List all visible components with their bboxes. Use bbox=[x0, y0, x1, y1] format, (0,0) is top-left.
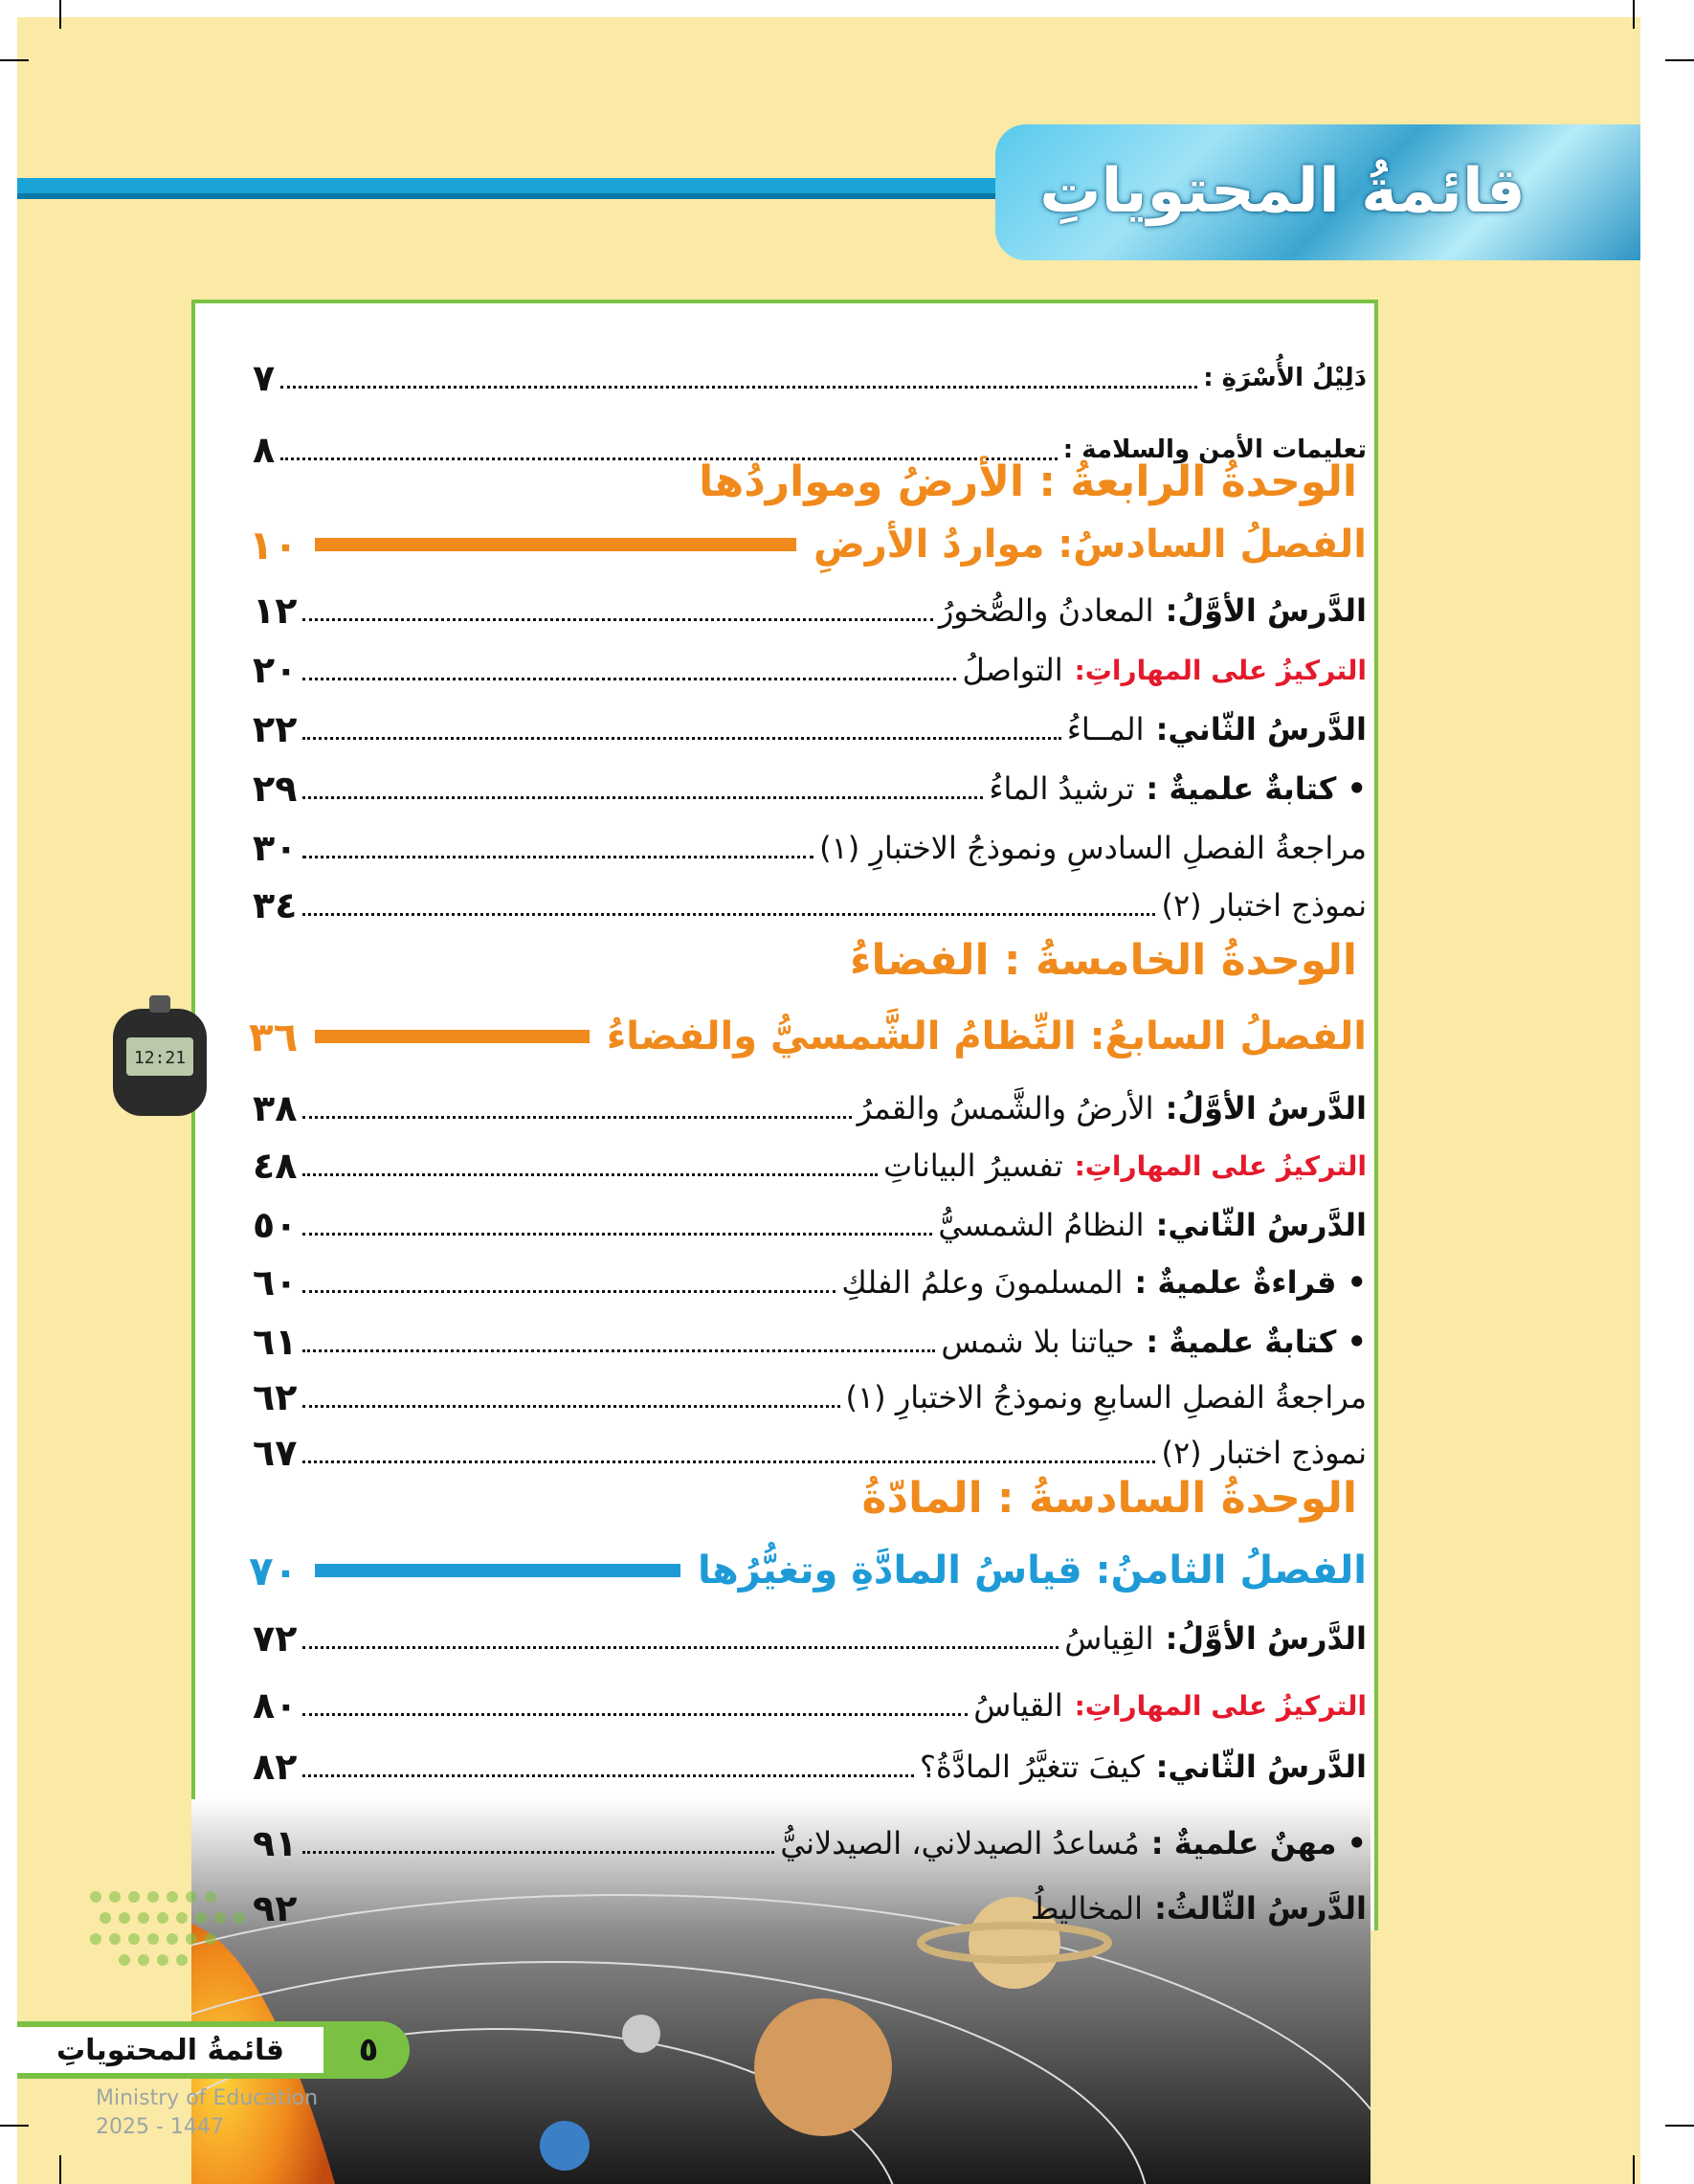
page-number: ٦٧ bbox=[253, 1432, 298, 1474]
leader-dots bbox=[302, 1112, 851, 1119]
toc-row[interactable] bbox=[249, 762, 1367, 815]
leader-dots bbox=[302, 733, 1060, 740]
leader-dots bbox=[302, 1346, 935, 1352]
crop-mark bbox=[1633, 2155, 1635, 2184]
toc-row[interactable] bbox=[249, 1679, 1367, 1732]
page-number: ٦٠ bbox=[253, 1261, 298, 1304]
toc-label: الدَّرسُ الأوَّلُ: bbox=[1165, 1620, 1367, 1657]
leader-dots bbox=[302, 1771, 914, 1777]
toc-label: الدَّرسُ الأوَّلُ: bbox=[1165, 592, 1367, 629]
toc-text: المعادنُ والصُّخورُ bbox=[938, 592, 1154, 629]
toc-label: • قراءةٌ علميةٌ : bbox=[1134, 1264, 1367, 1301]
toc-row[interactable] bbox=[249, 1612, 1367, 1665]
page-number: ٢٢ bbox=[253, 708, 298, 750]
toc-row[interactable] bbox=[249, 1256, 1367, 1309]
crop-mark bbox=[1665, 59, 1694, 61]
footer-page-number: ٥ bbox=[358, 2031, 379, 2069]
toc-text: المــاءُ bbox=[1066, 711, 1145, 747]
leader-dots bbox=[302, 1286, 836, 1293]
watermark-year: 2025 - 1447 bbox=[96, 2115, 224, 2139]
header-stripe-dark bbox=[17, 193, 1051, 199]
page-number: ٣٠ bbox=[253, 827, 298, 869]
toc-row[interactable] bbox=[249, 879, 1367, 932]
chapter-bar bbox=[315, 538, 796, 551]
toc-text: مراجعةُ الفصلِ السادسِ ونموذجُ الاختبارِ (١) bbox=[819, 830, 1367, 866]
chapter-page-number: ١٠ bbox=[249, 521, 299, 568]
toc-row[interactable] bbox=[249, 643, 1367, 697]
toc-text: مراجعةُ الفصلِ السابعِ ونموذجُ الاختبارِ (١) bbox=[845, 1379, 1367, 1415]
toc-row[interactable] bbox=[249, 821, 1367, 875]
toc-row[interactable] bbox=[249, 702, 1367, 756]
toc-text: القياسُ bbox=[973, 1687, 1063, 1724]
crop-mark bbox=[59, 2155, 61, 2184]
chapter-heading[interactable] bbox=[249, 517, 1367, 572]
leader-dots bbox=[302, 909, 1155, 916]
unit-heading: الوحدةُ الخامسةُ : الفضاءُ bbox=[849, 936, 1357, 985]
toc-row[interactable] bbox=[249, 1740, 1367, 1794]
toc-label: الدَّرسُ الثّاني: bbox=[1155, 1749, 1367, 1785]
toc-row[interactable] bbox=[249, 584, 1367, 637]
chapter-page-number: ٧٠ bbox=[249, 1547, 299, 1594]
toc-label: دَلِيْلُ الأُسْرَةِ : bbox=[1203, 364, 1367, 392]
watermark-ministry: Ministry of Education bbox=[96, 2086, 319, 2110]
chapter-bar bbox=[315, 1030, 590, 1043]
page-number: ١٢ bbox=[253, 590, 298, 632]
stopwatch-icon bbox=[107, 995, 212, 1120]
toc-label: التركيزُ على المهاراتِ: bbox=[1074, 654, 1367, 686]
page-number: ٤٨ bbox=[253, 1145, 298, 1187]
crop-mark bbox=[1633, 0, 1635, 29]
page-number: ٨٠ bbox=[253, 1684, 298, 1727]
toc-row[interactable] bbox=[249, 1371, 1367, 1424]
page-number: ٣٨ bbox=[253, 1087, 298, 1129]
page-number: ٦١ bbox=[253, 1321, 298, 1363]
leader-dots bbox=[302, 1401, 839, 1408]
toc-label: التركيزُ على المهاراتِ: bbox=[1074, 1149, 1367, 1182]
chapter-heading[interactable] bbox=[249, 1543, 1367, 1598]
toc-label: • كتابةٌ علميةٌ : bbox=[1146, 1324, 1367, 1360]
toc-text: نموذج اختبار (٢) bbox=[1161, 887, 1367, 924]
crop-mark bbox=[0, 59, 29, 61]
toc-text: القِياسُ bbox=[1064, 1620, 1154, 1657]
toc-label: الدَّرسُ الثّاني: bbox=[1155, 1207, 1367, 1243]
leader-dots bbox=[302, 1709, 968, 1716]
toc-row[interactable] bbox=[249, 351, 1367, 405]
toc-label: الدَّرسُ الثّالثُ: bbox=[1154, 1890, 1367, 1927]
leader-dots bbox=[302, 1642, 1059, 1649]
toc-row[interactable] bbox=[249, 1139, 1367, 1192]
toc-text: حياتنا بلا شمس bbox=[941, 1324, 1135, 1360]
chapter-title: الفصلُ الثامنُ: قياسُ المادَّةِ وتغيُّرُها bbox=[697, 1549, 1367, 1593]
toc-label: • مهنٌ علميةٌ : bbox=[1150, 1825, 1367, 1861]
toc-text: كيفَ تتغيَّرُ المادَّةُ؟ bbox=[920, 1749, 1145, 1785]
toc-row[interactable] bbox=[249, 1315, 1367, 1369]
page-number: ٩٢ bbox=[253, 1887, 298, 1929]
toc-text: مُساعدُ الصيدلاني، الصيدلانيُّ bbox=[780, 1825, 1140, 1861]
leader-dots bbox=[302, 1170, 878, 1176]
unit-heading: الوحدةُ السادسةُ : المادّةُ bbox=[861, 1474, 1357, 1523]
toc-text: نموذج اختبار (٢) bbox=[1161, 1435, 1367, 1471]
toc-label: الدَّرسُ الثّاني: bbox=[1155, 711, 1367, 747]
leader-dots bbox=[280, 382, 1197, 389]
page-number: ٧٢ bbox=[253, 1617, 298, 1660]
toc-text: المسلمونَ وعلمُ الفلكِ bbox=[841, 1264, 1124, 1301]
page-number: ٨٢ bbox=[253, 1746, 298, 1788]
chapter-page-number: ٣٦ bbox=[249, 1013, 299, 1060]
leader-dots bbox=[302, 674, 956, 680]
svg-text:12:21: 12:21 bbox=[133, 1048, 187, 1068]
page-number: ٥٠ bbox=[253, 1204, 298, 1246]
header-stripe bbox=[17, 178, 1051, 193]
toc-row[interactable] bbox=[249, 1426, 1367, 1480]
chapter-title: الفصلُ السابعُ: النِّظامُ الشَّمسيُّ والفضاءُ bbox=[606, 1014, 1367, 1059]
ministry-logo bbox=[77, 1878, 297, 1983]
page-number: ٦٢ bbox=[253, 1376, 298, 1418]
page-number: ٢٠ bbox=[253, 649, 298, 691]
toc-label: تعليمات الأمن والسلامة : bbox=[1062, 435, 1367, 464]
page-title: قائمةُ المحتوياتِ bbox=[1039, 156, 1526, 227]
toc-row[interactable] bbox=[249, 1198, 1367, 1252]
crop-mark bbox=[0, 2125, 29, 2127]
toc-row[interactable] bbox=[249, 1816, 1367, 1870]
toc-label: • كتابةٌ علميةٌ : bbox=[1146, 770, 1367, 807]
chapter-heading[interactable] bbox=[249, 1009, 1367, 1064]
page-number: ٣٤ bbox=[253, 884, 298, 926]
leader-dots bbox=[302, 852, 814, 858]
toc-text: الأرضُ والشَّمسُ والقمرُ bbox=[857, 1090, 1154, 1126]
unit-heading: الوحدةُ الرابعةُ : الأرضُ ومواردُها bbox=[699, 457, 1357, 506]
chapter-bar bbox=[315, 1564, 680, 1577]
toc-label: الدَّرسُ الأوَّلُ: bbox=[1165, 1090, 1367, 1126]
page-number: ٩١ bbox=[253, 1822, 298, 1864]
page-number: ٢٩ bbox=[253, 768, 298, 810]
toc-row[interactable] bbox=[249, 1882, 1367, 1935]
page-number: ٧ bbox=[253, 357, 276, 399]
leader-dots bbox=[302, 1457, 1155, 1463]
footer-label: قائمةُ المحتوياتِ bbox=[17, 2027, 323, 2073]
crop-mark bbox=[1665, 2125, 1694, 2127]
toc-label: التركيزُ على المهاراتِ: bbox=[1074, 1689, 1367, 1722]
toc-text: ترشيدُ الماءُ bbox=[989, 770, 1135, 807]
toc-text: تفسيرُ البياناتِ bbox=[882, 1148, 1063, 1184]
toc-text: التواصلُ bbox=[962, 652, 1063, 688]
leader-dots bbox=[302, 1229, 932, 1236]
chapter-title: الفصلُ السادسُ: مواردُ الأرضِ bbox=[813, 523, 1367, 567]
toc-text: المخاليطُ bbox=[1030, 1890, 1144, 1927]
page-number: ٨ bbox=[253, 429, 276, 471]
leader-dots bbox=[302, 614, 932, 621]
leader-dots bbox=[302, 792, 983, 799]
toc-row[interactable] bbox=[249, 1081, 1367, 1135]
leader-dots bbox=[302, 1847, 774, 1854]
toc-text: النظامُ الشمسيُّ bbox=[938, 1207, 1145, 1243]
crop-mark bbox=[59, 0, 61, 29]
